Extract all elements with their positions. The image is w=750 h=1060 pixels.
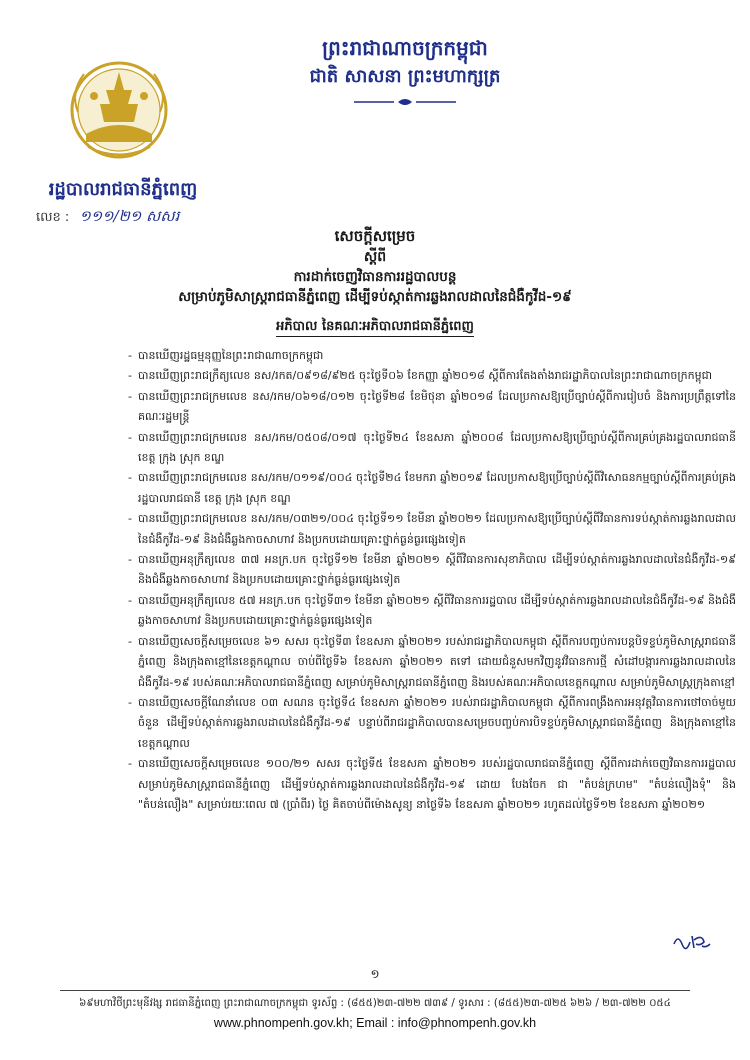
list-item: - បានឃើញអនុក្រឹត្យលេខ ៥៧ អនក្រ.បក ចុះថ្ងៃទី៣១ ខែមីនា ឆ្នាំ២០២១ ស្តីពីវិធានការរដ្ឋបាល ដើម្បីទប់ស្កាត់ការឆ្លងរាលដាលនៃជំងឺកូវីដ-១៩ និងជំងឺឆ្លងកាចសាហាវ និងប្រកបដោយគ្រោះថ្នាក់ធ្ងន់ធ្ងរផ្សេងទៀត — [128, 591, 736, 632]
footer-address: ៦៩មហាវិថីព្រះមុនីវង្ស រាជធានីភ្នំពេញ ព្រះរាជាណាចក្រកម្ពុជា ទូរស័ព្ទ : (៨៥៥)២៣-៧២២ ៧៣៩ / ទូរសារ : (៨៥៥)២៣-៧២៥ ៦២៦ / ២៣-៧២២ ០៥៤ — [79, 998, 671, 1009]
ornament-divider-icon — [350, 97, 460, 107]
handwritten-initials — [672, 930, 712, 952]
list-item: - បានឃើញអនុក្រឹត្យលេខ ៣៧ អនក្រ.បក ចុះថ្ងៃទី១២ ខែមីនា ឆ្នាំ២០២១ ស្តីពីវិធានការសុខាភិបាល ដើម្បីទប់ស្កាត់ការឆ្លងរាលដាលនៃជំងឺកូវីដ-១៩ និងជំងឺឆ្លងកាចសាហាវ និងប្រកបដោយគ្រោះថ្នាក់ធ្ងន់ធ្ងរផ្សេងទៀត — [128, 550, 736, 591]
governor-heading-text: អភិបាល នៃគណៈអភិបាលរាជធានីភ្នំពេញ — [276, 319, 474, 337]
list-item: - បានឃើញសេចក្តីណែនាំលេខ ០៣ សណន ចុះថ្ងៃទី៤ ខែឧសភា ឆ្នាំ២០២១ របស់រាជរដ្ឋាភិបាលកម្ពុជា ស្តីពីការពង្រឹងការអនុវត្តវិធានការថៅចាច់មួយចំនួន ដើម្បីទប់ស្កាត់ការឆ្លងរាលដាលនៃជំងឺកូវីដ-១៩ បន្ទាប់ពីរាជរដ្ឋាភិបាលបានសម្រេចបញ្ចប់ការបិទខ្ទប់ភូមិសាស្ត្ររាជធានីភ្នំពេញ និងក្រុងតាខ្មៅនៃខេត្តកណ្តាល — [128, 693, 736, 754]
phnom-penh-emblem — [64, 52, 174, 180]
list-item: - បានឃើញព្រះរាជក្រមលេខ នស/រកម/០៥០៨/០១៧ ចុះថ្ងៃទី២៤ ខែឧសភា ឆ្នាំ២០០៨ ដែលប្រកាសឱ្យប្រើច្បាប់ស្តីពីការគ្រប់គ្រងរដ្ឋបាលរាជធានី ខេត្ត ក្រុង ស្រុក ខណ្ឌ — [128, 428, 736, 469]
considerations-list — [128, 346, 736, 815]
title-line-3: ការដាក់ចេញវិធានការរដ្ឋបាលបន្ត — [293, 269, 457, 285]
page-number: ១ — [370, 967, 380, 981]
reference-line — [36, 206, 179, 228]
issuing-authority-name: រដ្ឋបាលរាជធានីភ្នំពេញ — [48, 179, 198, 200]
title-line-2: ស្តីពី — [363, 249, 387, 265]
kingdom-line-2: ជាតិ សាសនា ព្រះមហាក្សត្រ — [309, 66, 501, 87]
document-title — [100, 226, 650, 308]
footer-divider — [60, 990, 690, 991]
kingdom-header — [280, 34, 530, 111]
title-line-4: សម្រាប់ភូមិសាស្ត្ររាជធានីភ្នំពេញ ដើម្បីទប់ស្កាត់ការឆ្លងរាលដាលនៃជំងឺកូវីដ-១៩ — [178, 289, 572, 305]
title-line-1: សេចក្តីសម្រេច — [334, 227, 416, 245]
governor-heading — [150, 317, 600, 337]
reference-number: ១១១/២១ សសរ — [79, 207, 180, 225]
kingdom-line-1: ព្រះរាជាណាចក្រកម្ពុជា — [322, 36, 488, 60]
list-item: - បានឃើញសេចក្តីសម្រេចលេខ ១០០/២១ សសរ ចុះថ្ងៃទី៥ ខែឧសភា ឆ្នាំ២០២១ របស់រដ្ឋបាលរាជធានីភ្នំពេញ ស្តីពីការដាក់ចេញវិធានការរដ្ឋបាល សម្រាប់ភូមិសាស្ត្ររាជធានីភ្នំពេញ ដើម្បីទប់ស្កាត់ការឆ្លងរាលដាលនៃជំងឺកូវីដ-១៩ ដោយ បែងចែក ជា "តំបន់ក្រហម" "តំបន់លឿងទុំ" និង "តំបន់លឿង" សម្រាប់រយៈពេល ៧ (ប្រាំពីរ) ថ្ងៃ គិតចាប់ពីម៉ោងសូន្យ នាថ្ងៃទី៦ ខែឧសភា ឆ្នាំ២០២១ រហូតដល់ថ្ងៃទី១២ ខែឧសភា ឆ្នាំ២០២១ — [128, 754, 736, 815]
list-item: - បានឃើញសេចក្តីសម្រេចលេខ ៦១ សសរ ចុះថ្ងៃទី៣ ខែឧសភា ឆ្នាំ២០២១ របស់រាជរដ្ឋាភិបាលកម្ពុជា ស្តីពីការបញ្ចប់ការបន្តបិទខ្ទប់ភូមិសាស្ត្ររាជធានីភ្នំពេញ និងក្រុងតាខ្មៅនៃខេត្តកណ្តាល ចាប់ពីថ្ងៃទី៦ ខែឧសភា ឆ្នាំ២០២១ តទៅ ដោយជំនួសមកវិញនូវវិធានការថ្មី សំដៅបង្ការការឆ្លងរាលដាលនៃជំងឺកូវីដ-១៩ របស់គណៈអភិបាលរាជធានីភ្នំពេញ សម្រាប់ភូមិសាស្ត្ររាជធានីភ្នំពេញ និងរបស់គណៈអភិបាលខេត្តកណ្តាល សម្រាប់ភូមិសាស្ត្រក្រុងតាខ្មៅ — [128, 632, 736, 693]
list-item: - បានឃើញរដ្ឋធម្មនុញ្ញនៃព្រះរាជាណាចក្រកម្ពុជា — [128, 346, 736, 366]
list-item: - បានឃើញព្រះរាជក្រមលេខ នស/រកម/០៣២១/០០៤ ចុះថ្ងៃទី១១ ខែមីនា ឆ្នាំ២០២១ ដែលប្រកាសឱ្យប្រើច្បាប់ស្តីពីវិធានការទប់ស្កាត់ការឆ្លងរាលដាលនៃជំងឺកូវីដ-១៩ និងជំងឺឆ្លងកាចសាហាវ និងប្រកបដោយគ្រោះថ្នាក់ធ្ងន់ធ្ងរផ្សេងទៀត — [128, 509, 736, 550]
list-item: - បានឃើញព្រះរាជក្រមលេខ នស/រកម/០៦១៨/០១២ ចុះថ្ងៃទី២៨ ខែមិថុនា ឆ្នាំ២០១៨ ដែលប្រកាសឱ្យប្រើច្បាប់ស្តីពីការរៀបចំ និងការប្រព្រឹត្តទៅនៃគណៈរដ្ឋមន្ត្រី — [128, 387, 736, 428]
list-item: - បានឃើញព្រះរាជក្រឹត្យលេខ នស/រកត/០៩១៨/៩២៥ ចុះថ្ងៃទី០៦ ខែកញ្ញា ឆ្នាំ២០១៨ ស្តីពីការតែងតាំងរាជរដ្ឋាភិបាលនៃព្រះរាជាណាចក្រកម្ពុជា — [128, 366, 736, 386]
reference-label: លេខ : — [36, 210, 70, 225]
footer-contact[interactable]: www.phnompenh.gov.kh; Email : info@phnompenh.gov.kh — [213, 1016, 537, 1030]
list-item: - បានឃើញព្រះរាជក្រមលេខ នស/រកម/០១១៩/០០៤ ចុះថ្ងៃទី២៤ ខែមករា ឆ្នាំ២០១៩ ដែលប្រកាសឱ្យប្រើច្បាប់ស្តីពីវិសោធនកម្មច្បាប់ស្តីពីការគ្រប់គ្រងរដ្ឋបាលរាជធានី ខេត្ត ក្រុង ស្រុក ខណ្ឌ — [128, 468, 736, 509]
